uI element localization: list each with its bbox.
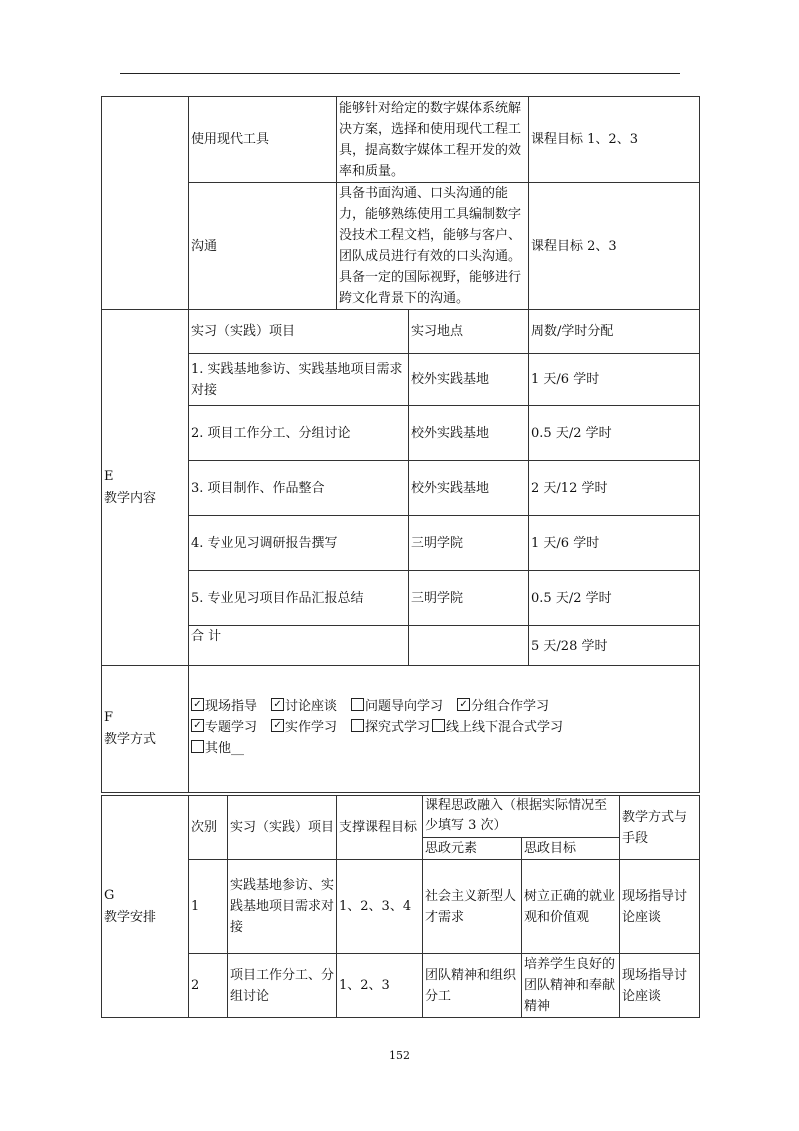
checkbox-checked-icon[interactable] <box>457 698 470 711</box>
practice-item: 1. 实践基地参访、实践基地项目需求对接 <box>189 354 409 406</box>
communication-row <box>102 183 700 310</box>
arrangement-target: 1、2、3 <box>337 954 423 1018</box>
arrangement-no: 1 <box>189 860 228 954</box>
checkbox-unchecked-icon[interactable] <box>432 719 445 732</box>
section-g-letter: G <box>104 887 115 903</box>
practice-item: 3. 项目制作、作品整合 <box>189 461 409 516</box>
total-label: 合 计 <box>189 626 409 666</box>
tools-target: 课程目标 1、2、3 <box>529 97 700 183</box>
section-f-label <box>102 666 189 793</box>
table-row <box>102 954 700 1018</box>
header-sz-goal: 思政目标 <box>522 838 620 860</box>
method-option[interactable]: 线上线下混合式学习 <box>432 717 563 738</box>
teaching-arrangement-table <box>101 795 700 1018</box>
table-row <box>102 571 700 626</box>
method-option[interactable]: ✓ 实作学习 <box>271 717 337 738</box>
tools-name: 使用现代工具 <box>189 97 337 183</box>
arrangement-goal: 培养学生良好的团队精神和奉献精神 <box>522 954 620 1018</box>
section-f-title: 教学方式 <box>104 732 157 747</box>
practice-time: 1 天/6 学时 <box>529 354 700 406</box>
practice-time: 0.5 天/2 学时 <box>529 571 700 626</box>
checkbox-unchecked-icon[interactable] <box>191 740 204 753</box>
section-g-title: 教学安排 <box>104 909 157 925</box>
checkbox-unchecked-icon[interactable] <box>351 719 364 732</box>
table-row <box>102 516 700 571</box>
practice-item: 5. 专业见习项目作品汇报总结 <box>189 571 409 626</box>
practice-item: 4. 专业见习调研报告撰写 <box>189 516 409 571</box>
practice-place: 校外实践基地 <box>409 406 529 461</box>
table-row <box>102 406 700 461</box>
method-option[interactable]: ✓专题学习 <box>191 717 257 738</box>
section-f-letter: F <box>104 710 114 725</box>
practice-time: 1 天/6 学时 <box>529 516 700 571</box>
table-row <box>102 461 700 516</box>
arrangement-no: 2 <box>189 954 228 1018</box>
arrangement-element: 团队精神和组织分工 <box>423 954 522 1018</box>
arrangement-target: 1、2、3、4 <box>337 860 423 954</box>
arrangement-item: 实践基地参访、实践基地项目需求对接 <box>228 860 337 954</box>
blank-label-cell <box>102 97 189 310</box>
practice-place: 校外实践基地 <box>409 461 529 516</box>
section-e-label <box>102 310 189 666</box>
tools-row <box>102 97 700 183</box>
section-g-header-row <box>102 796 700 838</box>
arrangement-goal: 树立正确的就业观和价值观 <box>522 860 620 954</box>
section-e-header-row <box>102 310 700 354</box>
section-e-letter: E <box>104 468 114 484</box>
header-rule <box>120 73 680 74</box>
total-place <box>409 626 529 666</box>
method-option[interactable]: 问题导向学习 <box>351 696 443 717</box>
header-method: 教学方式与手段 <box>620 796 700 860</box>
checkbox-unchecked-icon[interactable] <box>351 698 364 711</box>
arrangement-method: 现场指导讨论座谈 <box>620 860 700 954</box>
total-time: 5 天/28 学时 <box>529 626 700 666</box>
methods-line-1 <box>191 696 697 717</box>
practice-time: 2 天/12 学时 <box>529 461 700 516</box>
checkbox-checked-icon[interactable] <box>191 719 204 732</box>
method-option[interactable]: 其他__ <box>191 738 244 759</box>
total-row <box>102 626 700 666</box>
section-e-header-place: 实习地点 <box>409 310 529 354</box>
arrangement-element: 社会主义新型人才需求 <box>423 860 522 954</box>
header-sz-element: 思政元素 <box>423 838 522 860</box>
section-e-header-time: 周数/学时分配 <box>529 310 700 354</box>
checkbox-checked-icon[interactable] <box>271 719 284 732</box>
arrangement-item: 项目工作分工、分组讨论 <box>228 954 337 1018</box>
methods-line-2 <box>191 717 697 738</box>
practice-place: 三明学院 <box>409 516 529 571</box>
method-option[interactable]: ✓ 讨论座谈 <box>271 696 337 717</box>
table-row <box>102 354 700 406</box>
practice-place: 三明学院 <box>409 571 529 626</box>
tools-desc: 能够针对给定的数字媒体系统解决方案，选择和使用现代工程工具，提高数字媒体工程开发的效率和质量。 <box>337 97 529 183</box>
checkbox-checked-icon[interactable] <box>271 698 284 711</box>
practice-place: 校外实践基地 <box>409 354 529 406</box>
table-row <box>102 860 700 954</box>
header-item: 实习（实践）项目 <box>228 796 337 860</box>
section-e-title: 教学内容 <box>104 490 157 506</box>
header-target: 支撑课程目标 <box>337 796 423 860</box>
communication-desc: 具备书面沟通、口头沟通的能力，能够熟练使用工具编制数字没技术工程文档，能够与客户、团队成员进行有效的口头沟通。具备一定的国际视野，能够进行跨文化背景下的沟通。 <box>337 183 529 310</box>
section-e-header-item: 实习（实践）项目 <box>189 310 409 354</box>
header-sz-group: 课程思政融入（根据实际情况至少填写 3 次） <box>423 796 620 838</box>
header-no: 次别 <box>189 796 228 860</box>
method-option[interactable]: ✓现场指导 <box>191 696 257 717</box>
practice-item: 2. 项目工作分工、分组讨论 <box>189 406 409 461</box>
practice-time: 0.5 天/2 学时 <box>529 406 700 461</box>
method-option[interactable]: ✓ 分组合作学习 <box>457 696 549 717</box>
arrangement-method: 现场指导讨论座谈 <box>620 954 700 1018</box>
syllabus-table-upper <box>101 96 700 793</box>
checkbox-checked-icon[interactable] <box>191 698 204 711</box>
teaching-methods <box>189 666 700 793</box>
page-number: 152 <box>389 1049 410 1062</box>
communication-target: 课程目标 2、3 <box>529 183 700 310</box>
methods-line-3 <box>191 738 697 759</box>
section-g-label <box>102 796 189 1018</box>
method-option[interactable]: 探究式学习 <box>351 717 430 738</box>
section-f-row <box>102 666 700 793</box>
communication-name: 沟通 <box>189 183 337 310</box>
